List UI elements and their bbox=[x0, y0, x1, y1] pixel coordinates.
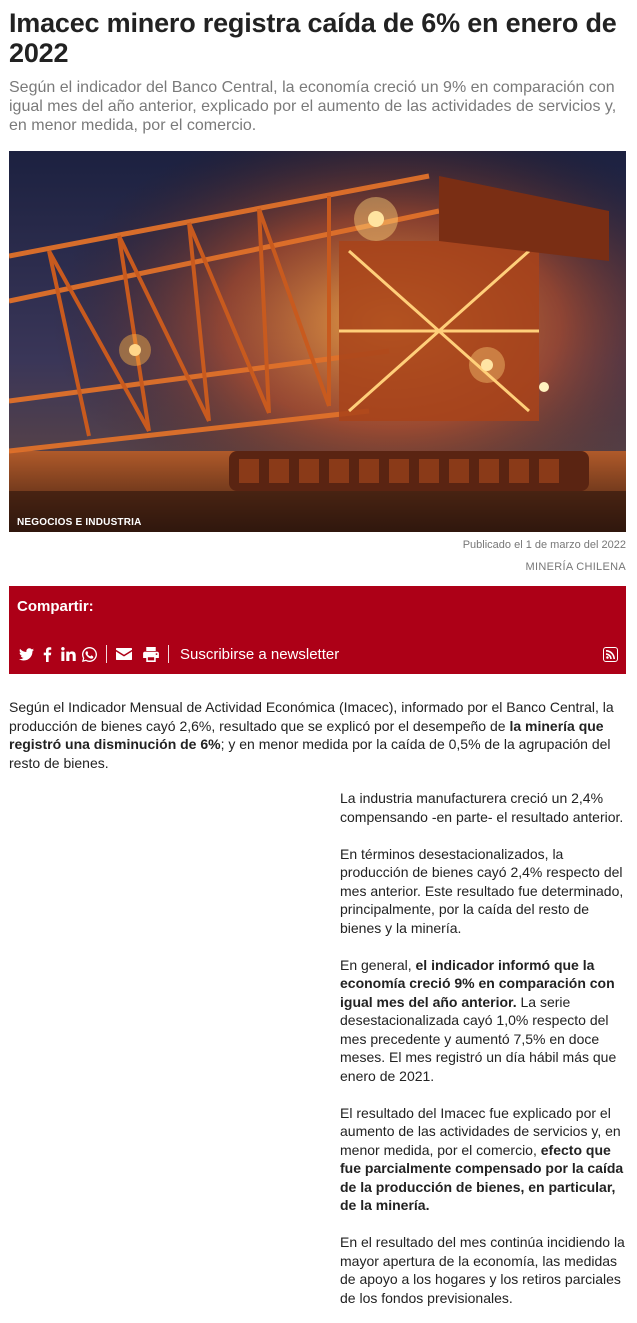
hero-image bbox=[9, 151, 626, 532]
linkedin-icon[interactable] bbox=[59, 645, 77, 663]
share-icons-row bbox=[17, 644, 339, 664]
twitter-icon[interactable] bbox=[17, 645, 35, 663]
article-paragraph: La industria manufacturera creció un 2,4% compensando -en parte- el resultado anterior. bbox=[340, 790, 624, 825]
mining-machine-photo bbox=[9, 151, 626, 532]
article-title: Imacec minero registra caída de 6% en enero de 2022 bbox=[9, 8, 617, 68]
article-paragraph: En términos desestacionalizados, la producción de bienes cayó 2,4% respecto del mes anterior. Este resultado fue determinado, principalmente, por la caída del resto de bienes y la minería. bbox=[340, 845, 624, 936]
separator bbox=[106, 645, 107, 663]
article-lead: Según el indicador del Banco Central, la economía creció un 9% en comparación con igual mes del año anterior, explicado por el aumento de las actividades de servicios y, en menor medida, por el comercio. bbox=[9, 79, 617, 134]
source-name[interactable]: MINERÍA CHILENA bbox=[525, 561, 626, 573]
article-paragraph: En el resultado del mes continúa incidiendo la mayor apertura de la economía, las medidas de apoyo a los hogares y los retiros parciales de los fondos previsionales. bbox=[340, 1234, 625, 1306]
article-paragraph: En general, el indicador informó que la economía creció 9% en comparación con igual mes del año anterior. La serie desestacionalizada cayó 1,0% respecto del mes precedente y aumentó 7,5% en doce meses. El mes registró un día hábil más que enero de 2021. bbox=[340, 956, 617, 1084]
share-title: Compartir: bbox=[17, 598, 94, 615]
newsletter-link[interactable]: Suscribirse a newsletter bbox=[180, 645, 340, 663]
article-paragraph: Según el Indicador Mensual de Actividad Económica (Imacec), informado por el Banco Central, la producción de bienes cayó 2,6%, resultado que se explicó por el desempeño de la minería que registró una disminución de 6%; y en menor medida por la caída de 0,5% de la agrupación del resto de bienes. bbox=[9, 699, 614, 771]
rss-icon[interactable] bbox=[603, 647, 618, 662]
category-label[interactable]: NEGOCIOS E INDUSTRIA bbox=[17, 517, 142, 528]
print-icon[interactable] bbox=[142, 645, 160, 663]
facebook-icon[interactable] bbox=[38, 645, 56, 663]
article-column bbox=[340, 789, 625, 1323]
share-bar bbox=[9, 586, 626, 674]
email-icon[interactable] bbox=[115, 645, 133, 663]
whatsapp-icon[interactable] bbox=[80, 645, 98, 663]
publish-date: Publicado el 1 de marzo del 2022 bbox=[462, 539, 626, 551]
separator bbox=[168, 645, 169, 663]
article-paragraph: El resultado del Imacec fue explicado por el aumento de las actividades de servicios y, en menor medida, por el comercio, efecto que fue parcialmente compensado por la caída de la producción de bienes, en particular, de la minería. bbox=[340, 1104, 624, 1213]
